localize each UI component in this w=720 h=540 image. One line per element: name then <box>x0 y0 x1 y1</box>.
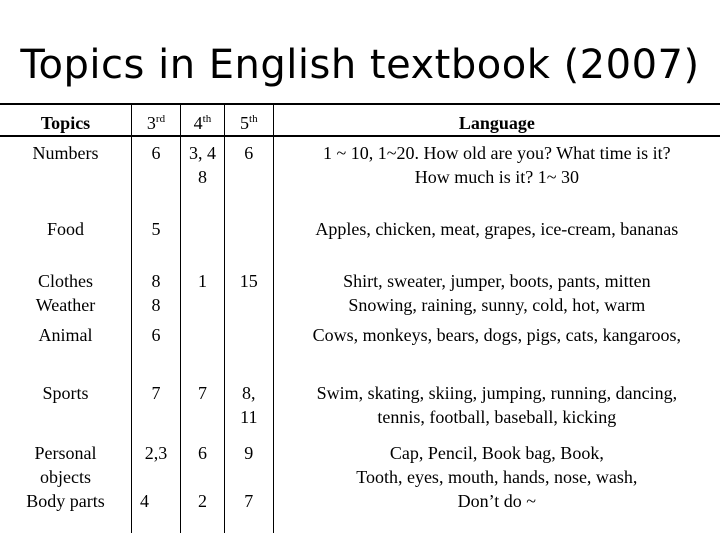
language-cell: Swim, skating, skiing, jumping, running, dancing, tennis, football, baseball, kicking <box>273 377 720 437</box>
topic-cell: Food <box>47 219 85 239</box>
language-cell: Shirt, sweater, jumper, boots, pants, mitten Snowing, raining, sunny, cold, hot, warm <box>273 269 720 321</box>
grade-3-cell: 6 <box>132 136 181 209</box>
grade-4-cell <box>180 321 224 377</box>
grade-5-cell: 9 7 <box>224 437 273 533</box>
grade-5-cell <box>224 321 273 377</box>
grade-4-cell <box>180 209 224 269</box>
header-grade-4: 4th <box>180 104 224 136</box>
header-grade-5: 5th <box>224 104 273 136</box>
grade-3-cell: 8 8 <box>132 269 181 321</box>
language-cell: Cows, monkeys, bears, dogs, pigs, cats, kangaroos, <box>273 321 720 377</box>
grade-3-cell: 6 <box>132 321 181 377</box>
grade-5-cell: 8, 11 <box>224 377 273 437</box>
grade-5-cell: 6 <box>224 136 273 209</box>
topic-cell: Animal <box>38 325 93 345</box>
language-cell: 1 ~ 10, 1~20. How old are you? What time is it? How much is it? 1~ 30 <box>273 136 720 209</box>
table-header-row <box>0 104 720 136</box>
topic-cell: Numbers <box>32 143 99 163</box>
topic-cell: Personal objects Body parts <box>26 443 105 511</box>
header-topics: Topics <box>0 104 132 136</box>
language-cell: Cap, Pencil, Book bag, Book, Tooth, eyes, mouth, hands, nose, wash, Don’t do ~ <box>273 437 720 533</box>
table-row <box>0 136 720 209</box>
grade-4-cell: 3, 4 8 <box>180 136 224 209</box>
grade-5-cell: 15 <box>224 269 273 321</box>
table-row <box>0 321 720 377</box>
grade-5-cell <box>224 209 273 269</box>
grade-4-cell: 7 <box>180 377 224 437</box>
header-grade-3: 3rd <box>132 104 181 136</box>
table-row <box>0 437 720 533</box>
table-row <box>0 209 720 269</box>
table-row <box>0 269 720 321</box>
header-language: Language <box>273 104 720 136</box>
grade-3-cell: 7 <box>132 377 181 437</box>
topic-cell: Sports <box>42 383 89 403</box>
grade-3-cell: 5 <box>132 209 181 269</box>
grade-4-cell: 6 2 <box>180 437 224 533</box>
table-row <box>0 377 720 437</box>
topics-table <box>0 103 720 533</box>
grade-3-cell: 2,3 4 <box>132 437 181 533</box>
topic-cell: Clothes Weather <box>35 271 96 315</box>
grade-4-cell: 1 <box>180 269 224 321</box>
language-cell: Apples, chicken, meat, grapes, ice-cream, bananas <box>273 209 720 269</box>
slide-title: Topics in English textbook (2007) <box>20 42 700 88</box>
